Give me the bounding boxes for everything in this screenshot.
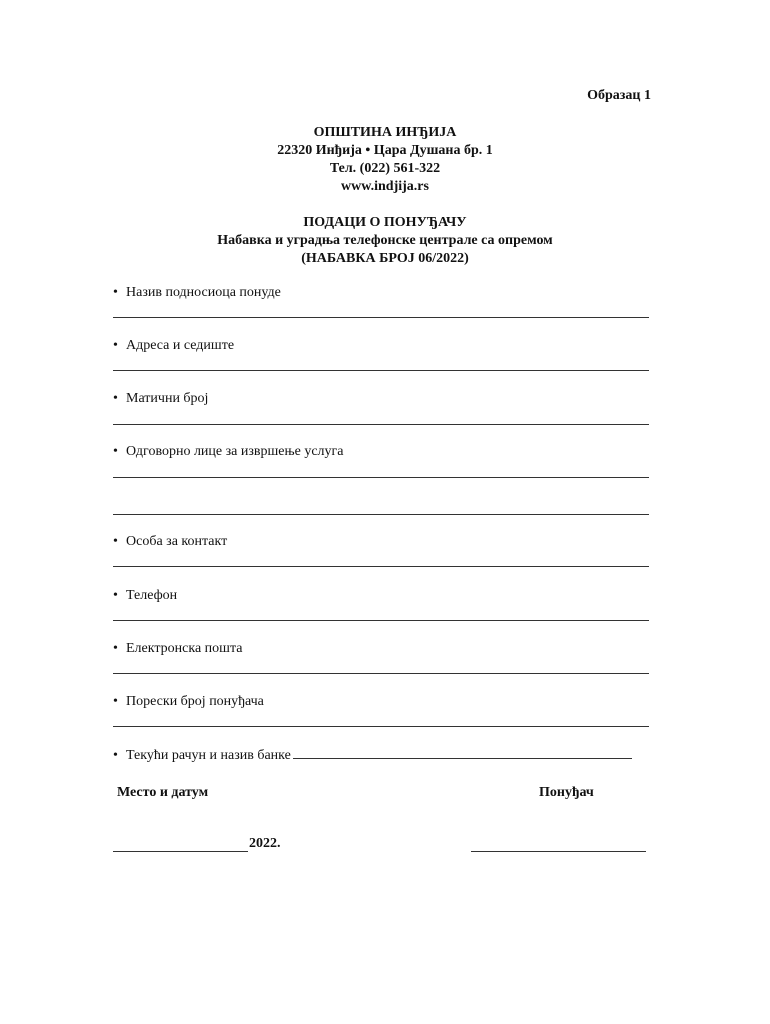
field-tax-number bbox=[113, 694, 264, 710]
field-registration-number bbox=[113, 391, 208, 407]
fill-line[interactable] bbox=[113, 726, 649, 727]
field-bank-account bbox=[113, 748, 632, 764]
field-contact-person bbox=[113, 534, 227, 550]
fill-line[interactable] bbox=[293, 757, 632, 759]
org-name: ОПШТИНА ИНЂИЈА bbox=[313, 125, 457, 140]
bullet: • bbox=[113, 534, 118, 549]
fill-line[interactable] bbox=[113, 424, 649, 425]
field-label: Адреса и седиште bbox=[126, 338, 235, 353]
bullet: • bbox=[113, 285, 118, 300]
fill-line[interactable] bbox=[113, 477, 649, 478]
fill-line[interactable] bbox=[113, 317, 649, 318]
bullet: • bbox=[113, 444, 118, 459]
doc-title: ПОДАЦИ О ПОНУЂАЧУ bbox=[303, 215, 467, 230]
bullet: • bbox=[113, 588, 118, 603]
org-address: 22320 Инђија • Цара Душана бр. 1 bbox=[277, 143, 493, 158]
field-label: Назив подносиоца понуде bbox=[126, 285, 281, 300]
year-text: 2022. bbox=[249, 836, 281, 851]
form-number: Образац 1 bbox=[587, 88, 651, 103]
date-fill-line[interactable] bbox=[113, 851, 248, 852]
field-bidder-name bbox=[113, 285, 281, 301]
bullet: • bbox=[113, 748, 118, 763]
bullet: • bbox=[113, 641, 118, 656]
field-phone bbox=[113, 588, 177, 604]
fill-line[interactable] bbox=[113, 370, 649, 371]
field-label: Текући рачун и назив банке bbox=[126, 748, 291, 763]
field-address bbox=[113, 338, 234, 354]
procurement-number: (НАБАВКА БРОЈ 06/2022) bbox=[301, 251, 469, 266]
field-label: Порески број понуђача bbox=[126, 694, 264, 709]
org-website: www.indjija.rs bbox=[341, 179, 429, 194]
org-phone: Тел. (022) 561-322 bbox=[329, 161, 441, 176]
fill-line[interactable] bbox=[113, 566, 649, 567]
bullet: • bbox=[113, 338, 118, 353]
field-label: Одговорно лице за извршење услуга bbox=[126, 444, 344, 459]
bullet: • bbox=[113, 391, 118, 406]
field-label: Матични број bbox=[126, 391, 209, 406]
field-email bbox=[113, 641, 242, 657]
bidder-label: Понуђач bbox=[539, 785, 594, 800]
bullet: • bbox=[113, 694, 118, 709]
fill-line[interactable] bbox=[113, 673, 649, 674]
fill-line[interactable] bbox=[113, 620, 649, 621]
place-date-label: Место и датум bbox=[117, 785, 209, 800]
field-label: Особа за контакт bbox=[126, 534, 228, 549]
field-responsible-person bbox=[113, 444, 344, 460]
field-label: Електронска пошта bbox=[126, 641, 243, 656]
doc-subject: Набавка и уградња телефонске централе са опремом bbox=[217, 233, 553, 248]
field-label: Телефон bbox=[126, 588, 178, 603]
fill-line[interactable] bbox=[113, 514, 649, 515]
signature-line[interactable] bbox=[471, 851, 646, 852]
